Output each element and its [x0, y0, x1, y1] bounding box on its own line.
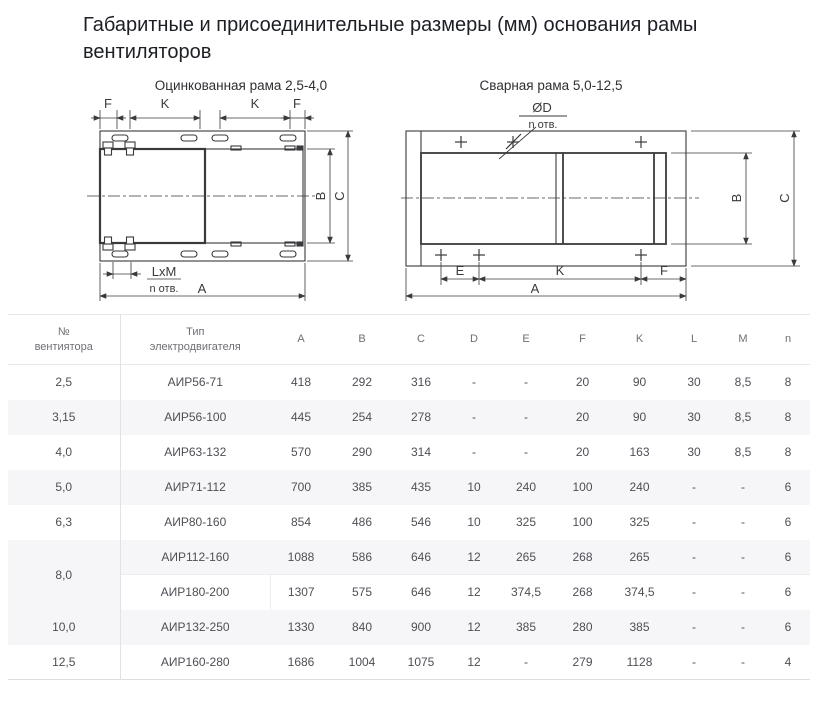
dim-cell: 486 — [351, 515, 373, 529]
dimensions-table — [8, 314, 810, 680]
fan-number-cell: 2,5 — [8, 365, 120, 400]
dim-cell: 374,5 — [498, 575, 554, 610]
col-header-E: E — [498, 315, 554, 365]
dim-cell: 20 — [575, 375, 590, 390]
dim-cell: 292 — [351, 375, 373, 390]
dim-cell: 840 — [332, 610, 392, 645]
dim-label-k-left: K — [160, 96, 170, 111]
dim-cell: 254 — [332, 400, 392, 435]
dim-cell: 1088 — [270, 540, 332, 575]
col-header-L: L — [668, 315, 720, 365]
dim-cell: 546 — [410, 515, 432, 529]
dim-cell: 1075 — [407, 654, 435, 669]
dim-label-k-right: K — [250, 96, 260, 111]
dim-cell: 163 — [629, 445, 650, 459]
col-header-A: A — [270, 315, 332, 365]
dim-cell: 10 — [450, 470, 498, 505]
dim-label-f-right: F — [293, 96, 301, 111]
dim-label-c: C — [777, 193, 792, 203]
holes-count-label: n отв. — [149, 283, 179, 295]
col-header-fan-number-line2: вентиятора — [34, 340, 93, 353]
col-header-B: B — [332, 315, 392, 365]
diagram-left-title: Оцинкованная рама 2,5-4,0 — [154, 78, 328, 93]
dim-cell: 1128 — [626, 654, 653, 669]
dim-cell: 30 — [687, 375, 701, 390]
motor-type-cell: АИР132-250 — [120, 610, 270, 645]
frame-drawing-welded — [401, 96, 815, 312]
dim-cell: - — [720, 610, 766, 645]
dim-cell: 900 — [392, 610, 450, 645]
dim-cell: 240 — [611, 470, 668, 505]
col-header-F: F — [554, 315, 611, 365]
motor-type-cell: АИР180-200 — [120, 575, 270, 610]
hole-diameter-label: ØD — [532, 100, 552, 115]
dim-cell: 385 — [332, 470, 392, 505]
dim-cell: 100 — [572, 515, 593, 529]
dim-cell: 8 — [784, 445, 792, 459]
slot-size-label: LxM — [151, 264, 177, 279]
dim-cell: - — [720, 470, 766, 505]
dim-cell: 575 — [332, 575, 392, 610]
dim-cell: 418 — [290, 375, 312, 390]
dim-cell: 12 — [450, 610, 498, 645]
col-header-motor-type — [120, 315, 270, 365]
dim-cell: 90 — [611, 400, 668, 435]
table-row — [8, 610, 810, 645]
dim-cell: 6 — [784, 515, 792, 529]
dim-cell: 90 — [632, 375, 647, 390]
dim-cell: - — [668, 470, 720, 505]
dim-cell: 268 — [554, 575, 611, 610]
dim-cell: 8,5 — [734, 445, 752, 459]
dim-cell: 278 — [392, 400, 450, 435]
dim-cell: 385 — [498, 610, 554, 645]
fan-number-cell: 4,0 — [8, 435, 120, 470]
dim-cell: 445 — [270, 400, 332, 435]
dim-cell: 290 — [351, 445, 373, 459]
dim-cell: 20 — [554, 400, 611, 435]
dim-cell: 100 — [554, 470, 611, 505]
dim-cell: - — [668, 575, 720, 610]
dim-cell: - — [524, 445, 528, 459]
table-row — [8, 400, 810, 435]
col-header-n: n — [766, 315, 810, 365]
dim-cell: 435 — [392, 470, 450, 505]
dim-cell: 12 — [467, 654, 481, 669]
motor-type-cell: АИР56-100 — [120, 400, 270, 435]
page-title: Габаритные и присоединительные размеры (мм) основания рамы вентиляторов — [83, 14, 698, 63]
dim-cell: 8 — [784, 375, 792, 390]
dim-cell: 700 — [270, 470, 332, 505]
motor-type-cell: АИР160-280 — [160, 654, 230, 669]
dim-cell: 374,5 — [611, 575, 668, 610]
dim-label-a: A — [530, 281, 540, 296]
dim-cell: 8 — [766, 400, 810, 435]
dim-label-f-left: F — [104, 96, 112, 111]
fan-number-cell: 12,5 — [8, 645, 120, 680]
dim-cell: 6 — [766, 540, 810, 575]
dim-cell: 316 — [410, 375, 432, 390]
dim-cell: - — [524, 375, 528, 390]
dim-cell: 314 — [410, 445, 432, 459]
dim-label-a: A — [197, 281, 207, 296]
dim-cell: - — [524, 654, 528, 669]
dim-cell: - — [741, 654, 745, 669]
dim-label-b: B — [729, 193, 744, 203]
dim-cell: 8,5 — [734, 375, 752, 390]
dim-label-k: K — [555, 263, 565, 278]
dim-cell: 4 — [784, 654, 792, 669]
dim-cell: - — [692, 654, 696, 669]
motor-type-cell: АИР56-71 — [167, 375, 223, 390]
col-header-K: K — [611, 315, 668, 365]
holes-count-label: n отв. — [528, 119, 558, 131]
table-row — [8, 505, 810, 540]
col-header-fan-number-line1: № — [57, 325, 70, 338]
dim-cell: - — [720, 575, 766, 610]
motor-type-cell: АИР112-160 — [120, 540, 270, 575]
fan-number-cell: 6,3 — [8, 505, 120, 540]
table-row — [8, 645, 810, 680]
col-header-D: D — [450, 315, 498, 365]
dim-cell: - — [720, 540, 766, 575]
diagram-welded-frame — [401, 78, 815, 312]
col-header-motor-type-line2: электродвигателя — [149, 340, 241, 353]
table-row — [8, 365, 810, 400]
dim-cell: - — [472, 375, 476, 390]
dim-cell: - — [472, 445, 476, 459]
table-header-row — [8, 315, 810, 365]
dim-cell: - — [668, 540, 720, 575]
dim-cell: 854 — [290, 515, 312, 529]
dim-label-f: F — [660, 263, 668, 278]
motor-type-cell: АИР63-132 — [164, 445, 227, 459]
dim-label-e: E — [455, 263, 465, 278]
table-row — [8, 575, 810, 610]
motor-type-cell: АИР80-160 — [164, 515, 227, 529]
diagram-right-title: Сварная рама 5,0-12,5 — [479, 78, 623, 93]
fan-number-cell: 10,0 — [8, 610, 120, 645]
dim-cell: 1004 — [348, 654, 376, 669]
dim-cell: 280 — [554, 610, 611, 645]
dim-cell: 1330 — [270, 610, 332, 645]
fan-number-cell: 5,0 — [8, 470, 120, 505]
diagrams-section — [85, 78, 810, 312]
dim-cell: - — [692, 515, 696, 529]
dim-cell: 8,5 — [720, 400, 766, 435]
dim-cell: 30 — [668, 400, 720, 435]
dim-cell: 570 — [290, 445, 312, 459]
fan-number-cell: 3,15 — [8, 400, 120, 435]
dim-cell: 1307 — [270, 575, 332, 610]
dim-cell: 586 — [332, 540, 392, 575]
dim-cell: - — [741, 515, 745, 529]
dim-cell: - — [450, 400, 498, 435]
dim-cell: 6 — [766, 470, 810, 505]
dim-cell: 385 — [611, 610, 668, 645]
dim-label-c: C — [332, 191, 347, 201]
dim-cell: 30 — [687, 445, 701, 459]
dim-cell: 268 — [554, 540, 611, 575]
col-header-M: M — [720, 315, 766, 365]
dim-cell: 646 — [392, 540, 450, 575]
dim-cell: 12 — [450, 540, 498, 575]
col-header-fan-number — [8, 315, 120, 365]
table-row — [8, 540, 810, 575]
motor-type-cell: АИР71-112 — [120, 470, 270, 505]
dim-label-b: B — [313, 191, 328, 201]
dim-cell: 240 — [498, 470, 554, 505]
fan-number-cell: 8,0 — [8, 540, 120, 610]
table-row — [8, 470, 810, 505]
dim-cell: 20 — [575, 445, 590, 459]
table-row — [8, 435, 810, 470]
dim-cell: 1686 — [287, 654, 315, 669]
col-header-C: C — [392, 315, 450, 365]
diagram-galvanized-frame — [85, 78, 397, 312]
dim-cell: 325 — [515, 515, 537, 529]
dim-cell: 12 — [450, 575, 498, 610]
frame-drawing-galvanized — [85, 96, 397, 312]
dim-cell: - — [668, 610, 720, 645]
dim-cell: 265 — [498, 540, 554, 575]
dim-cell: 6 — [766, 610, 810, 645]
dim-cell: 6 — [766, 575, 810, 610]
dim-cell: - — [498, 400, 554, 435]
dim-cell: 10 — [467, 515, 481, 529]
col-header-motor-type-line1: Тип — [186, 325, 205, 338]
dim-cell: 646 — [392, 575, 450, 610]
dim-cell: 325 — [629, 515, 650, 529]
dim-cell: 279 — [572, 654, 593, 669]
dim-cell: 265 — [611, 540, 668, 575]
